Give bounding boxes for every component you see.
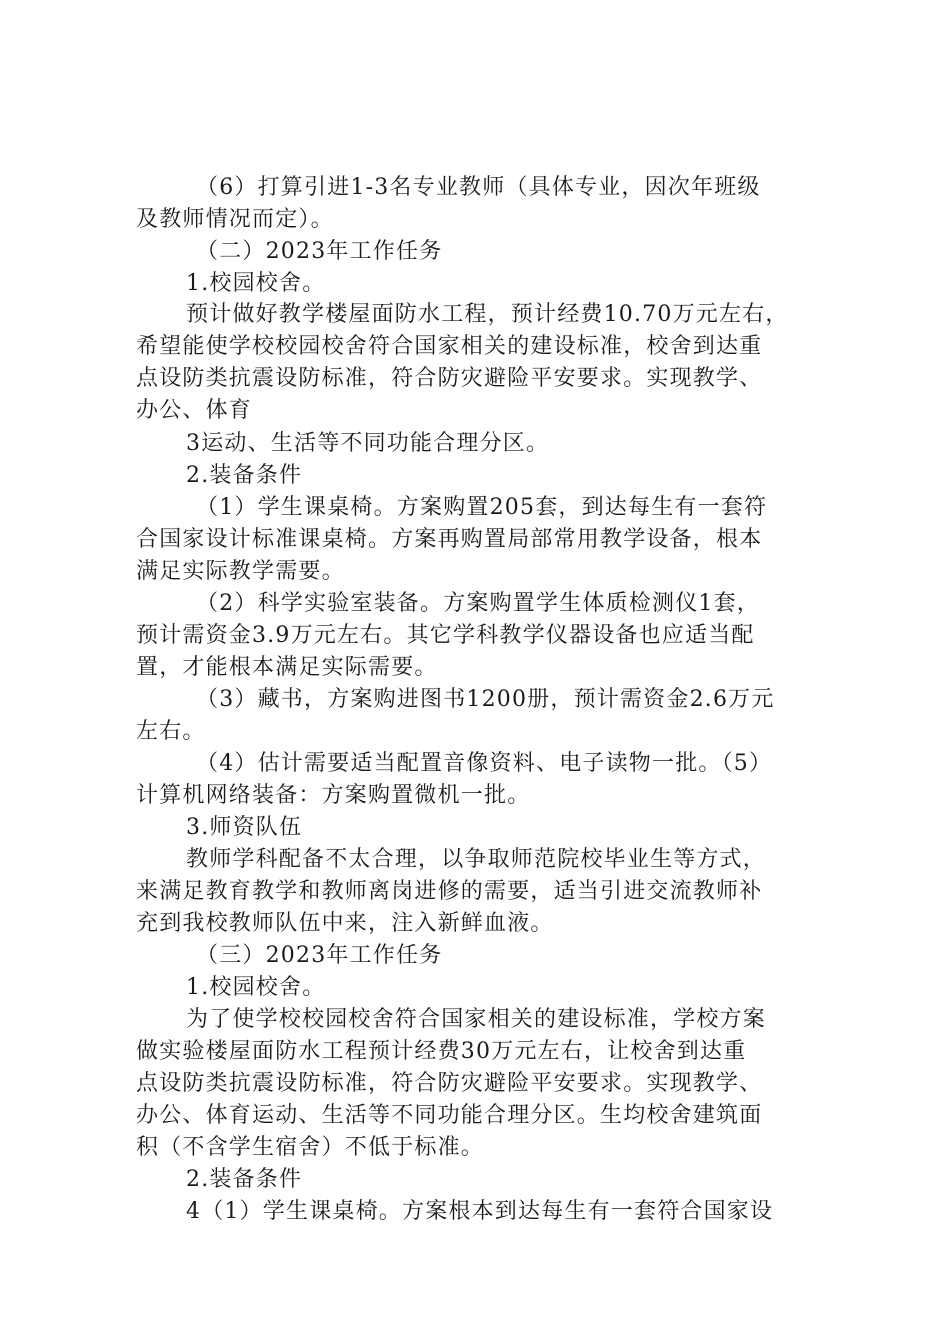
text-line: 办公、体育 — [136, 398, 253, 423]
text-line: 合国家设计标准课桌椅。方案再购置局部常用教学设备，根本 — [136, 527, 763, 552]
text-line: 满足实际教学需要。 — [136, 559, 345, 584]
text-line: 置，才能根本满足实际需要。 — [136, 655, 438, 680]
text-line: 预计做好教学楼屋面防水工程，预计经费10.70万元左右， — [186, 302, 789, 327]
subsection-heading: 1.校园校舍。 — [186, 271, 326, 296]
text-line: 计算机网络装备：方案购置微机一批。 — [136, 783, 531, 808]
text-line: 3运动、生活等不同功能合理分区。 — [186, 431, 550, 456]
text-line: 及教师情况而定）。 — [136, 207, 334, 232]
text-line: （6）打算引进1-3名专业教师（具体专业，因次年班级 — [196, 175, 761, 200]
text-line: 预计需资金3.9万元左右。其它学科教学仪器设备也应适当配 — [136, 623, 755, 648]
text-line: 办公、体育运动、生活等不同功能合理分区。生均校舍建筑面 — [136, 1103, 763, 1128]
text-line: 充到我校教师队伍中来，注入新鲜血液。 — [136, 911, 554, 936]
text-line: 点设防类抗震设防标准，符合防灾避险平安要求。实现教学、 — [136, 366, 763, 391]
text-line: （4）估计需要适当配置音像资料、电子读物一批。（5） — [196, 751, 773, 776]
text-line: 点设防类抗震设防标准，符合防灾避险平安要求。实现教学、 — [136, 1071, 763, 1096]
text-line: 来满足教育教学和教师离岗进修的需要，适当引进交流教师补 — [136, 879, 763, 904]
text-line: 做实验楼屋面防水工程预计经费30万元左右，让校舍到达重 — [136, 1039, 747, 1064]
text-line: 左右。 — [136, 719, 206, 744]
subsection-heading: 3.师资队伍 — [186, 815, 303, 840]
section-heading: （二）2023年工作任务 — [196, 239, 443, 264]
text-line: 教师学科配备不太合理，以争取师范院校毕业生等方式， — [186, 847, 767, 872]
text-line: （1）学生课桌椅。方案购置205套，到达每生有一套符 — [196, 495, 768, 520]
text-line: 积（不含学生宿舍）不低于标准。 — [136, 1135, 485, 1160]
subsection-heading: 2.装备条件 — [186, 463, 303, 488]
subsection-heading: 1.校园校舍。 — [186, 975, 326, 1000]
text-line: （2）科学实验室装备。方案购置学生体质检测仪1套， — [196, 591, 760, 616]
text-line: （3）藏书，方案购进图书1200册，预计需资金2.6万元 — [196, 687, 775, 712]
section-heading: （三）2023年工作任务 — [196, 943, 443, 968]
text-line: 4（1）学生课桌椅。方案根本到达每生有一套符合国家设 — [186, 1199, 774, 1224]
subsection-heading: 2.装备条件 — [186, 1167, 303, 1192]
text-line: 希望能使学校校园校舍符合国家相关的建设标准，校舍到达重 — [136, 334, 763, 359]
text-line: 为了使学校校园校舍符合国家相关的建设标准，学校方案 — [186, 1007, 767, 1032]
